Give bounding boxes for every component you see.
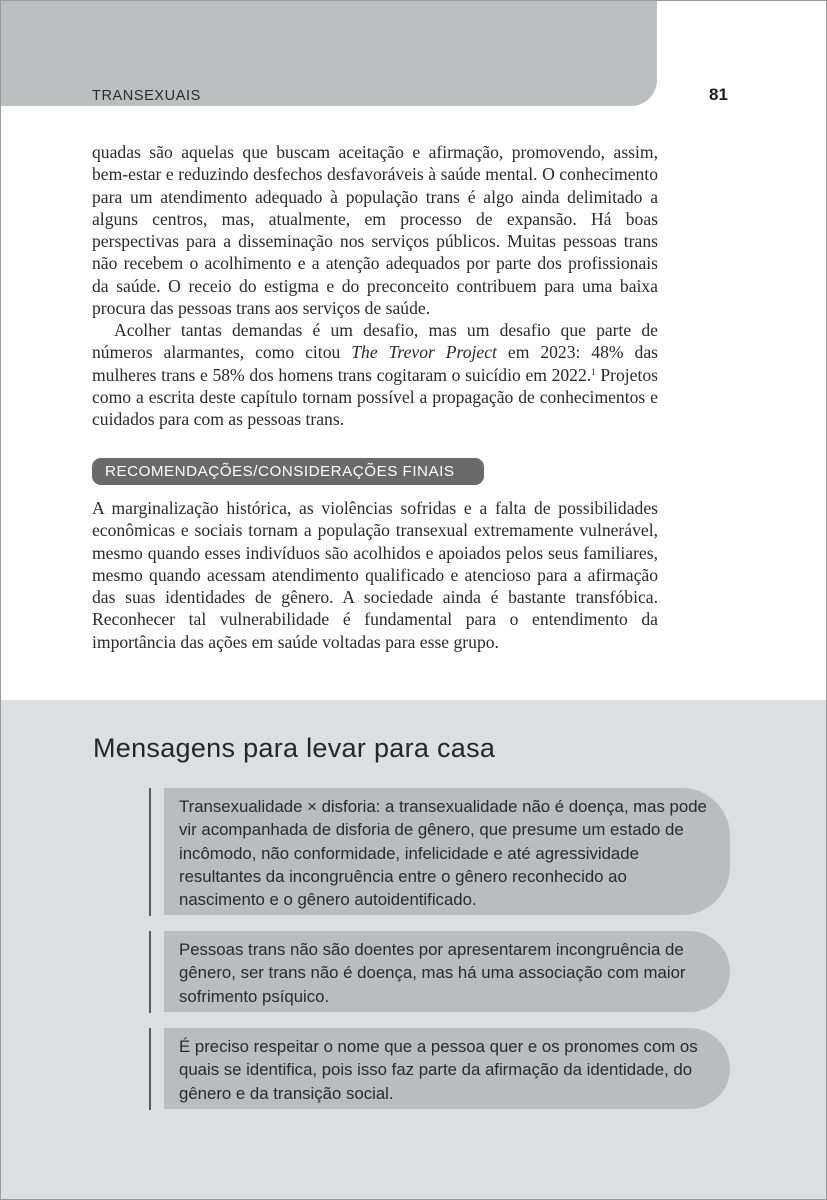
takeaway-title: Mensagens para levar para casa	[93, 733, 496, 763]
body-paragraph-3	[92, 497, 658, 653]
text-segment: Acolher tantas demandas é um desafio, mas um desafio que parte de números alarmantes, como citou	[92, 320, 658, 363]
paragraph-text: A marginalização histórica, as violências sofridas e a falta de possibilidades econômicas e sociais tornam a população transexual extremamente vulnerável, mesmo quando esses indivíduos são acolhidos e apoiados pelos seus familiares, mesmo quando acessam atendimento qualificado e atencioso para a afirmação das suas identidades de gênero. A sociedade ainda é bastante transfóbica. Reconhecer tal vulnerabilidade é fundamental para o entendimento da importância das ações em saúde voltadas para esse grupo.	[92, 498, 658, 652]
takeaway-message: Transexualidade × disforia: a transexualidade não é doença, mas pode vir acompanhada de disforia de gênero, que presume um estado de incômodo, não conformidade, infelicidade e até agressividade resultantes da incongruência entre o gênero reconhecido ao nascimento e o gênero autoidentificado.	[164, 788, 730, 915]
message-accent-bar	[149, 1028, 151, 1110]
body-paragraph-2	[92, 319, 658, 430]
message-accent-bar	[149, 931, 151, 1013]
paragraph-text: quadas são aquelas que buscam aceitação e afirmação, promovendo, assim, bem-estar e reduzindo desfechos desfavoráveis à saúde mental. O conhecimento para um atendimento adequado à população trans é algo ainda delimitado a alguns centros, mas, atualmente, em processo de expansão. Há boas perspectivas para a disseminação nos serviços públicos. Muitas pessoas trans não recebem o acolhimento e a atenção adequados por parte dos profissionais da saúde. O receio do estigma e do preconceito contribuem para uma baixa procura das pessoas trans aos serviços de saúde.	[92, 142, 658, 319]
section-heading: RECOMENDAÇÕES/CONSIDERAÇÕES FINAIS	[92, 458, 484, 485]
text-segment: Projetos como a escrita deste capítulo tornam possível a propagação de conhecimentos e cuidados para com as pessoas trans.	[92, 364, 658, 430]
message-accent-bar	[149, 788, 151, 916]
running-head: TRANSEXUAIS	[92, 88, 201, 104]
page-number: 81	[709, 85, 728, 104]
takeaway-message: Pessoas trans não são doentes por apresentarem incongruência de gênero, ser trans não é doença, mas há uma associação com maior sofrimento psíquico.	[164, 931, 730, 1012]
paragraph-text	[92, 319, 658, 430]
footnote-reference[interactable]: 1	[591, 366, 596, 377]
takeaway-message: É preciso respeitar o nome que a pessoa quer e os pronomes com os quais se identifica, pois isso faz parte da afirmação da identidade, do gênero e da transição social.	[164, 1028, 730, 1109]
text-segment: em 2023: 48% das mulheres trans e 58% dos homens trans cogitaram o suicídio em 2022.	[92, 342, 658, 385]
body-paragraph-1	[92, 141, 658, 319]
source-title: The Trevor Project	[351, 342, 497, 363]
